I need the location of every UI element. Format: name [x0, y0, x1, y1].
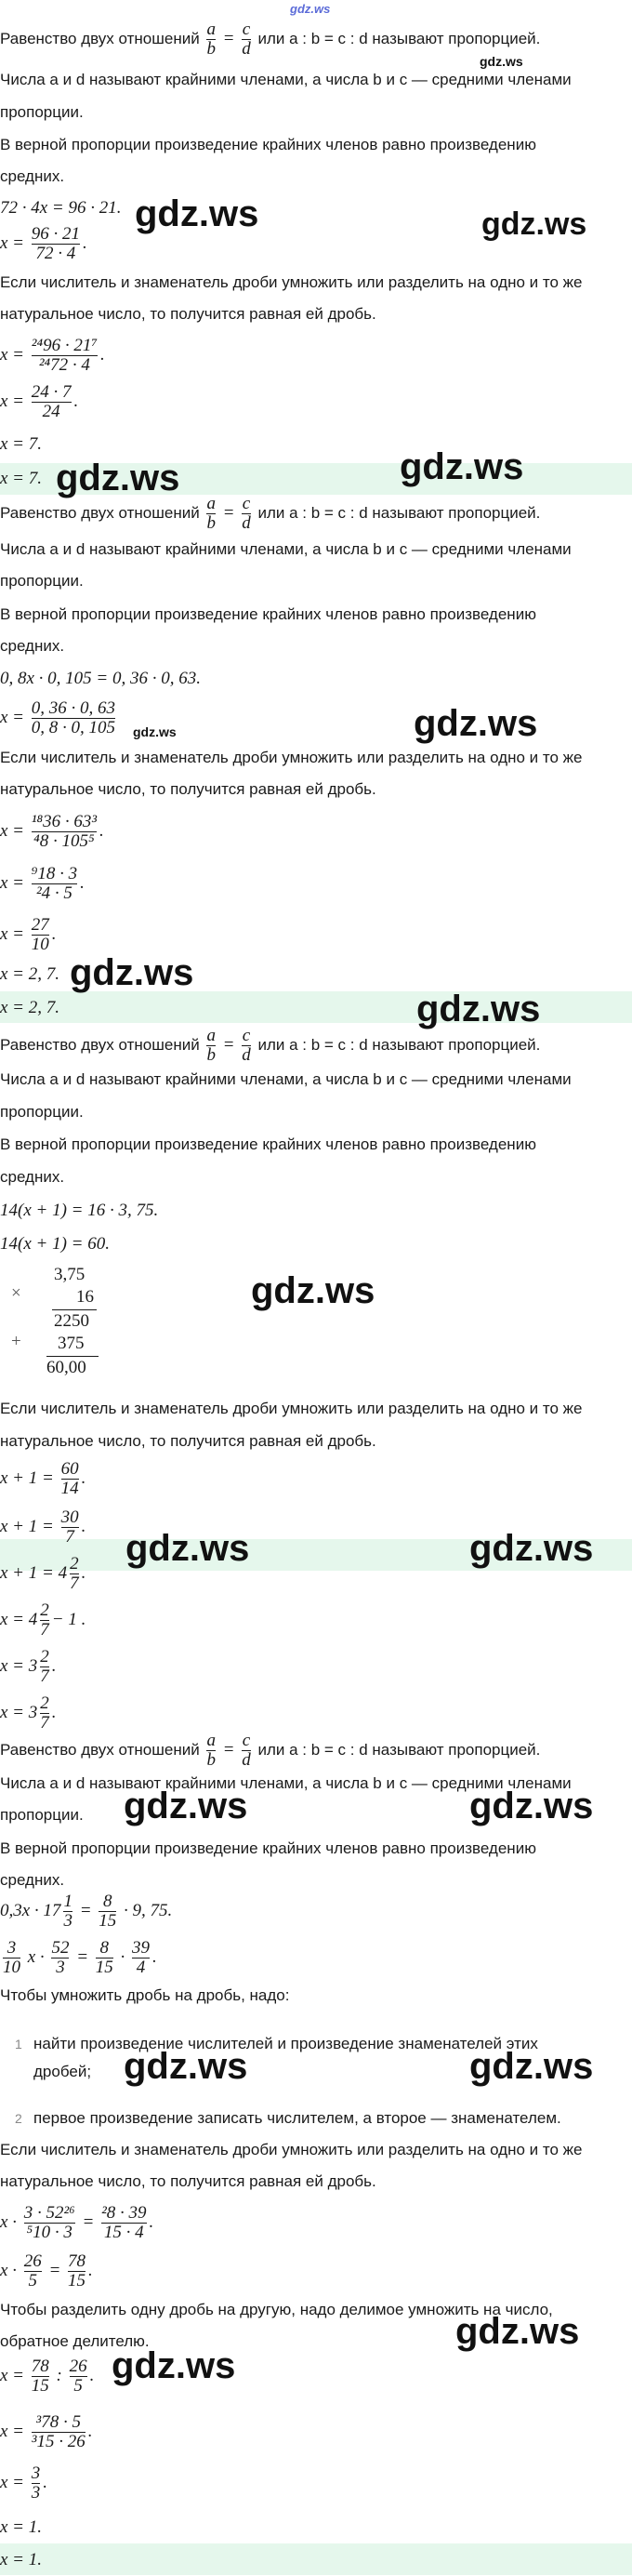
terms-line-end: пропорции. — [0, 572, 84, 590]
watermark: gdz.ws — [124, 2046, 248, 2087]
equation-fraction: x = $\frac{\text{¹⁸36 · 63³}}{\text{⁴8 · 105⁵}}$ . — [0, 812, 104, 852]
product-rule-line: В верной пропорции произведение крайних членов равно произведению — [0, 1135, 536, 1153]
division-rule-line: Чтобы разделить одну дробь на другую, надо делимое умножить на число, — [0, 2301, 553, 2318]
equation-fraction: x · $\frac{26}{5}$ = $\frac{78}{15}$ . — [0, 2251, 93, 2291]
equation: 14(x + 1) = 60. — [0, 1234, 110, 1254]
equation-fraction: x = $\frac{\text{²⁴96 · 21⁷}}{\text{²⁴72 · 4}}$ . — [0, 336, 105, 376]
division-rule-end: обратное делителю. — [0, 2332, 150, 2350]
answer: x = 2, 7. — [0, 998, 60, 1017]
column-multiplication: × 3,75 16 2250 + 375 60,00 — [0, 1265, 112, 1386]
watermark: gdz.ws — [414, 703, 538, 744]
proportion-definition: Равенство двух отношений $\frac{a}{b}$ = $\frac{c}{d}$ или a : b = c : d называют пропорцией. — [0, 1026, 541, 1065]
fraction-rule-line: Если числитель и знаменатель дроби умножить или разделить на одно и то же — [0, 749, 583, 766]
terms-line-end: пропорции. — [0, 103, 84, 121]
equation-fraction: x = $\frac{27}{10}$ . — [0, 915, 57, 955]
watermark: gdz.ws — [480, 54, 523, 69]
equation: x = 7. — [0, 434, 43, 454]
watermark: gdz.ws — [469, 2046, 594, 2087]
product-rule-end: средних. — [0, 637, 65, 655]
site-logo[interactable]: gdz.ws — [290, 2, 331, 16]
equation-fraction: x + 1 = $\frac{30}{7}$ . — [0, 1507, 86, 1547]
terms-line-end: пропорции. — [0, 1103, 84, 1121]
terms-line: Числа a и d называют крайними членами, а числа b и c — средними членами — [0, 540, 572, 558]
proportion-definition: Равенство двух отношений $\frac{a}{b}$ = $\frac{c}{d}$ или a : b = c : d называют пропорцией. — [0, 1731, 541, 1770]
watermark: gdz.ws — [124, 1786, 248, 1826]
terms-line: Числа a и d называют крайними членами, а числа b и c — средними членами — [0, 1774, 572, 1792]
equation-fraction: x = 4 $\frac{2}{7}$ − 1 . — [0, 1600, 86, 1640]
watermark: gdz.ws — [56, 458, 180, 498]
fraction-rule-line: Если числитель и знаменатель дроби умножить или разделить на одно и то же — [0, 273, 583, 291]
answer-fraction: x = 3 $\frac{2}{7}$ . — [0, 1693, 57, 1733]
equation-fraction: x = $\frac{96 \cdot 21}{72 \cdot 4}$ . — [0, 224, 87, 264]
list-item: первое произведение записать числителем, а второе — знаменателем. — [33, 2109, 561, 2127]
proportion-definition: Равенство двух отношений $\frac{a}{b}$ = $\frac{c}{d}$ или a : b = c : d называют пропорцией. — [0, 20, 541, 59]
answer: x = 1. — [0, 2550, 43, 2569]
equation-fraction: 0,3x · 17 $\frac{1}{3}$ = $\frac{8}{15}$ · 9, 75. — [0, 1892, 173, 1932]
product-rule-line: В верной пропорции произведение крайних членов равно произведению — [0, 1839, 536, 1857]
fraction-rule-end: натуральное число, то получится равная ей дробь. — [0, 780, 376, 798]
terms-line-end: пропорции. — [0, 1806, 84, 1824]
fraction-c-d: $\frac{c}{d}$ — [242, 20, 251, 59]
watermark: gdz.ws — [133, 724, 177, 739]
equation-fraction: x = $\frac{78}{15}$ : $\frac{26}{5}$ . — [0, 2357, 95, 2397]
fraction-rule-end: натуральное число, то получится равная ей дробь. — [0, 1432, 376, 1450]
watermark: gdz.ws — [251, 1270, 375, 1311]
answer: x = 7. — [0, 469, 43, 488]
multiplication-rule-title: Чтобы умножить дробь на дробь, надо: — [0, 1986, 290, 2004]
product-rule-line: В верной пропорции произведение крайних членов равно произведению — [0, 605, 536, 623]
product-rule-end: средних. — [0, 1871, 65, 1889]
proportion-definition: Равенство двух отношений $\frac{a}{b}$ = $\frac{c}{d}$ или a : b = c : d называют пропорцией. — [0, 494, 541, 533]
watermark: gdz.ws — [481, 206, 587, 242]
answer-highlight — [0, 2543, 632, 2575]
equation: x = 1. — [0, 2517, 43, 2537]
equation-fraction: x · $\frac{\text{3 · 52²⁶}}{\text{⁵10 · 3}}$ = $\frac{\text{²8 · 39}}{15 \cdot 4}$ . — [0, 2203, 154, 2243]
equation-fraction: $\frac{3}{10}$ x · $\frac{52}{3}$ = $\frac{8}{15}$ · $\frac{39}{4}$ . — [3, 1938, 157, 1978]
equation-fraction: x + 1 = $\frac{60}{14}$ . — [0, 1459, 86, 1499]
watermark: gdz.ws — [125, 1528, 250, 1569]
times-sign: × — [11, 1283, 21, 1303]
plus-sign: + — [11, 1332, 21, 1351]
fraction-a-b: $\frac{a}{b}$ — [206, 20, 216, 59]
watermark: gdz.ws — [135, 193, 259, 234]
equation-fraction: x = $\frac{\text{⁹18 · 3}}{\text{²4 · 5}}$ . — [0, 864, 85, 904]
equation: 0, 8x · 0, 105 = 0, 36 · 0, 63. — [0, 669, 202, 688]
fraction-rule-line: Если числитель и знаменатель дроби умножить или разделить на одно и то же — [0, 1400, 583, 1417]
fraction-rule-end: натуральное число, то получится равная ей дробь. — [0, 2172, 376, 2190]
equation: 14(x + 1) = 16 · 3, 75. — [0, 1201, 159, 1220]
product-rule-end: средних. — [0, 1168, 65, 1186]
definition-suffix: называют пропорцией. — [372, 29, 541, 47]
watermark: gdz.ws — [469, 1528, 594, 1569]
terms-line: Числа a и d называют крайними членами, а числа b и c — средними членами — [0, 1070, 572, 1088]
definition-mid: или a : b = c : d — [257, 29, 368, 47]
equation-fraction: x = $\frac{3}{3}$ . — [0, 2463, 48, 2503]
list-number: 1 — [15, 2037, 22, 2052]
equation: 72 · 4x = 96 · 21. — [0, 198, 122, 218]
product-rule-end: средних. — [0, 167, 65, 185]
equation-fraction: x + 1 = 4 $\frac{2}{7}$ . — [0, 1554, 86, 1594]
watermark: gdz.ws — [455, 2311, 580, 2352]
product-rule-line: В верной пропорции произведение крайних членов равно произведению — [0, 136, 536, 153]
equation-fraction: x = $\frac{24 \cdot 7}{24}$ . — [0, 382, 79, 422]
watermark: gdz.ws — [400, 446, 524, 487]
terms-line: Числа a и d называют крайними членами, а числа b и c — средними членами — [0, 71, 572, 88]
equation-fraction: x = $\frac{0, 36 \cdot 0, 63}{0, 8 \cdot 0, 105}$ — [0, 698, 116, 738]
watermark: gdz.ws — [416, 989, 541, 1029]
list-item: дробей; — [33, 2063, 92, 2080]
equation-fraction: x = 3 $\frac{2}{7}$ . — [0, 1647, 57, 1687]
list-number: 2 — [15, 2111, 22, 2126]
watermark: gdz.ws — [70, 952, 194, 993]
fraction-rule-end: натуральное число, то получится равная ей дробь. — [0, 305, 376, 323]
definition-prefix: Равенство двух отношений — [0, 29, 200, 47]
watermark: gdz.ws — [112, 2345, 236, 2386]
list-item: найти произведение числителей и произведение знаменателей этих — [33, 2035, 538, 2052]
fraction-rule-line: Если числитель и знаменатель дроби умножить или разделить на одно и то же — [0, 2141, 583, 2158]
equation-fraction: x = $\frac{\text{³78 · 5}}{\text{³15 · 26}}$ . — [0, 2412, 93, 2452]
equation: x = 2, 7. — [0, 964, 60, 984]
watermark: gdz.ws — [469, 1786, 594, 1826]
